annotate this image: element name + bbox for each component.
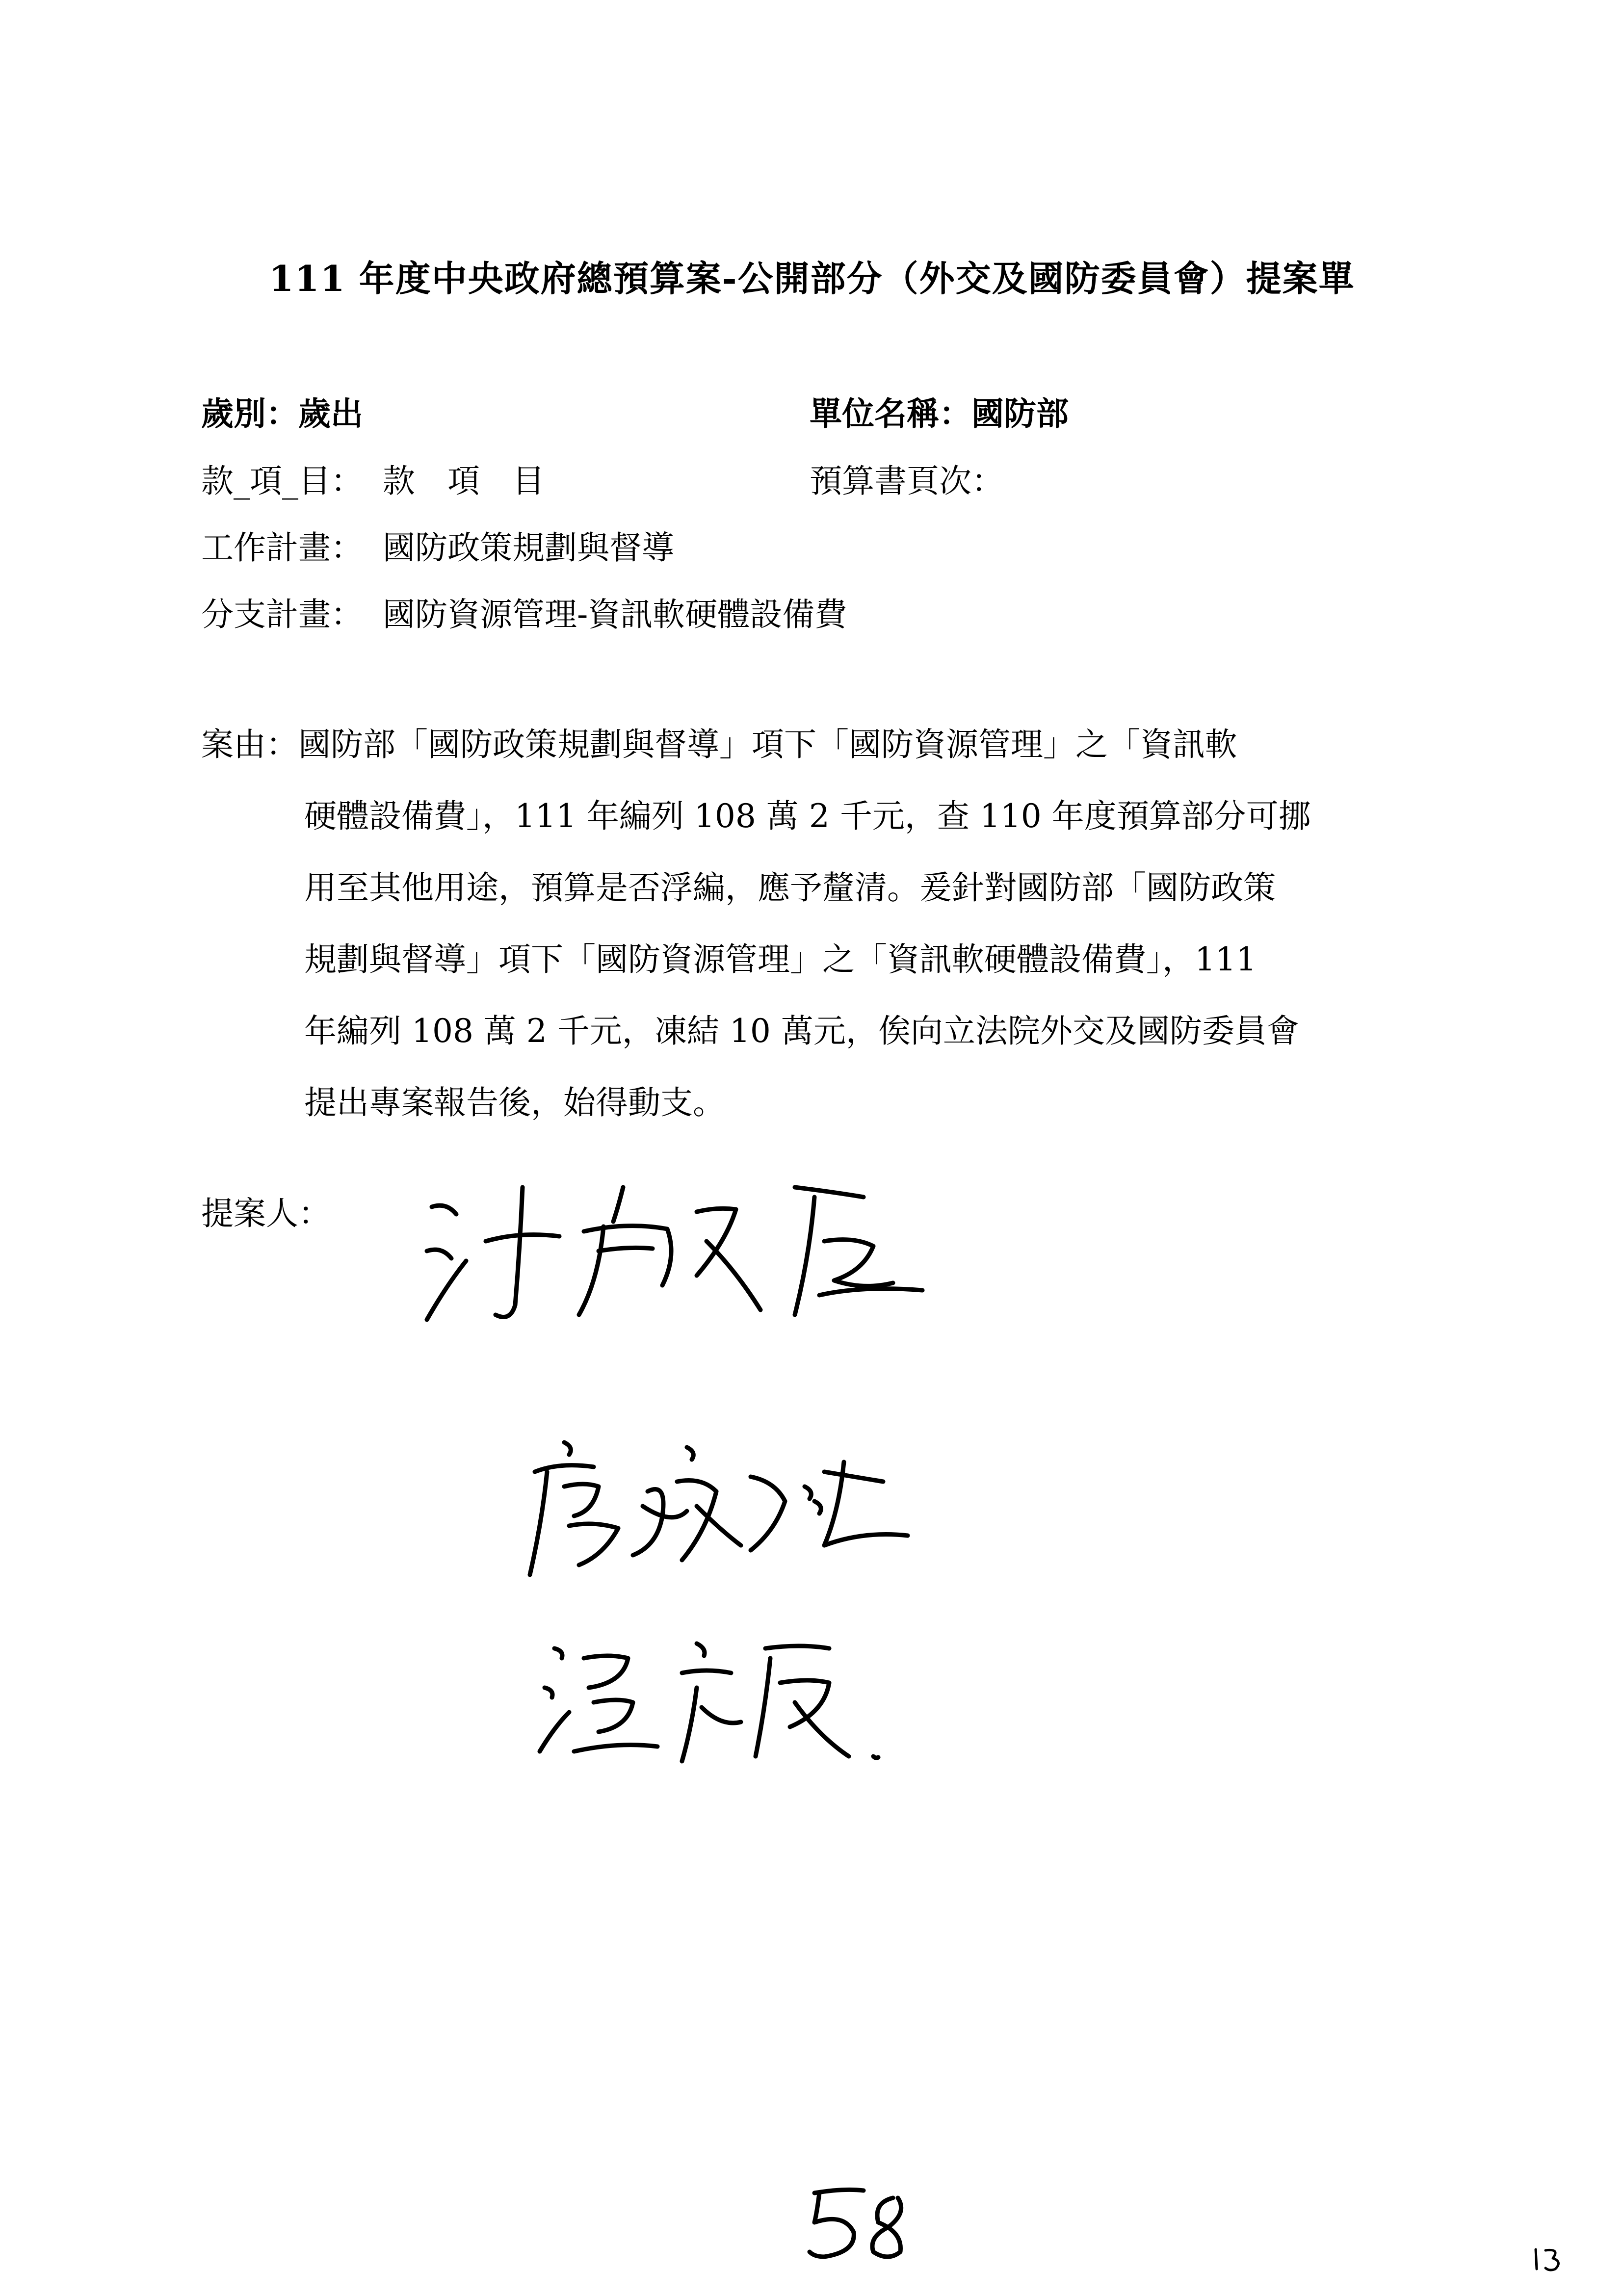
page-ref-field bbox=[810, 462, 1004, 500]
sub-plan-label: 分支計畫： bbox=[201, 596, 363, 633]
sub-plan-field bbox=[201, 596, 847, 633]
corner-page-mark bbox=[1531, 2244, 1570, 2274]
work-plan-field bbox=[201, 529, 674, 567]
signature-3 bbox=[535, 1629, 908, 1776]
case-line: 規劃與督導」項下「國防資源管理」之「資訊軟硬體設備費」，111 bbox=[304, 940, 1257, 978]
item-label: 款_項_目： bbox=[201, 462, 363, 500]
signature-2 bbox=[520, 1433, 952, 1580]
document-title: 111 年度中央政府總預算案-公開部分（外交及國防委員會）提案單 bbox=[269, 258, 1355, 299]
page-ref-label: 預算書頁次： bbox=[810, 462, 1004, 500]
page-number bbox=[805, 2183, 917, 2267]
unit-value: 國防部 bbox=[971, 394, 1069, 433]
case-line: 案由：國防部「國防政策規劃與督導」項下「國防資源管理」之「資訊軟 bbox=[201, 726, 1237, 763]
item-field bbox=[201, 462, 545, 500]
category-label: 歲別： bbox=[201, 394, 298, 433]
signature-1 bbox=[422, 1168, 942, 1334]
work-plan-label: 工作計畫： bbox=[201, 529, 363, 567]
category-field bbox=[201, 394, 363, 433]
case-description bbox=[201, 709, 1477, 1139]
case-line: 硬體設備費」，111 年編列 108 萬 2 千元，查 110 年度預算部分可挪 bbox=[304, 797, 1311, 835]
unit-label: 單位名稱： bbox=[810, 394, 971, 433]
case-line: 用至其他用途，預算是否浮編，應予釐清。爰針對國防部「國防政策 bbox=[304, 869, 1276, 907]
proposer-label: 提案人： bbox=[201, 1195, 331, 1232]
item-value: 款 項 目 bbox=[383, 462, 545, 500]
unit-field bbox=[810, 394, 1069, 433]
category-value: 歲出 bbox=[298, 394, 363, 433]
case-line: 年編列 108 萬 2 千元，凍結 10 萬元，俟向立法院外交及國防委員會 bbox=[304, 1012, 1299, 1050]
sub-plan-value: 國防資源管理-資訊軟硬體設備費 bbox=[383, 596, 847, 633]
work-plan-value: 國防政策規劃與督導 bbox=[383, 529, 674, 567]
case-line: 提出專案報告後，始得動支。 bbox=[304, 1084, 725, 1122]
